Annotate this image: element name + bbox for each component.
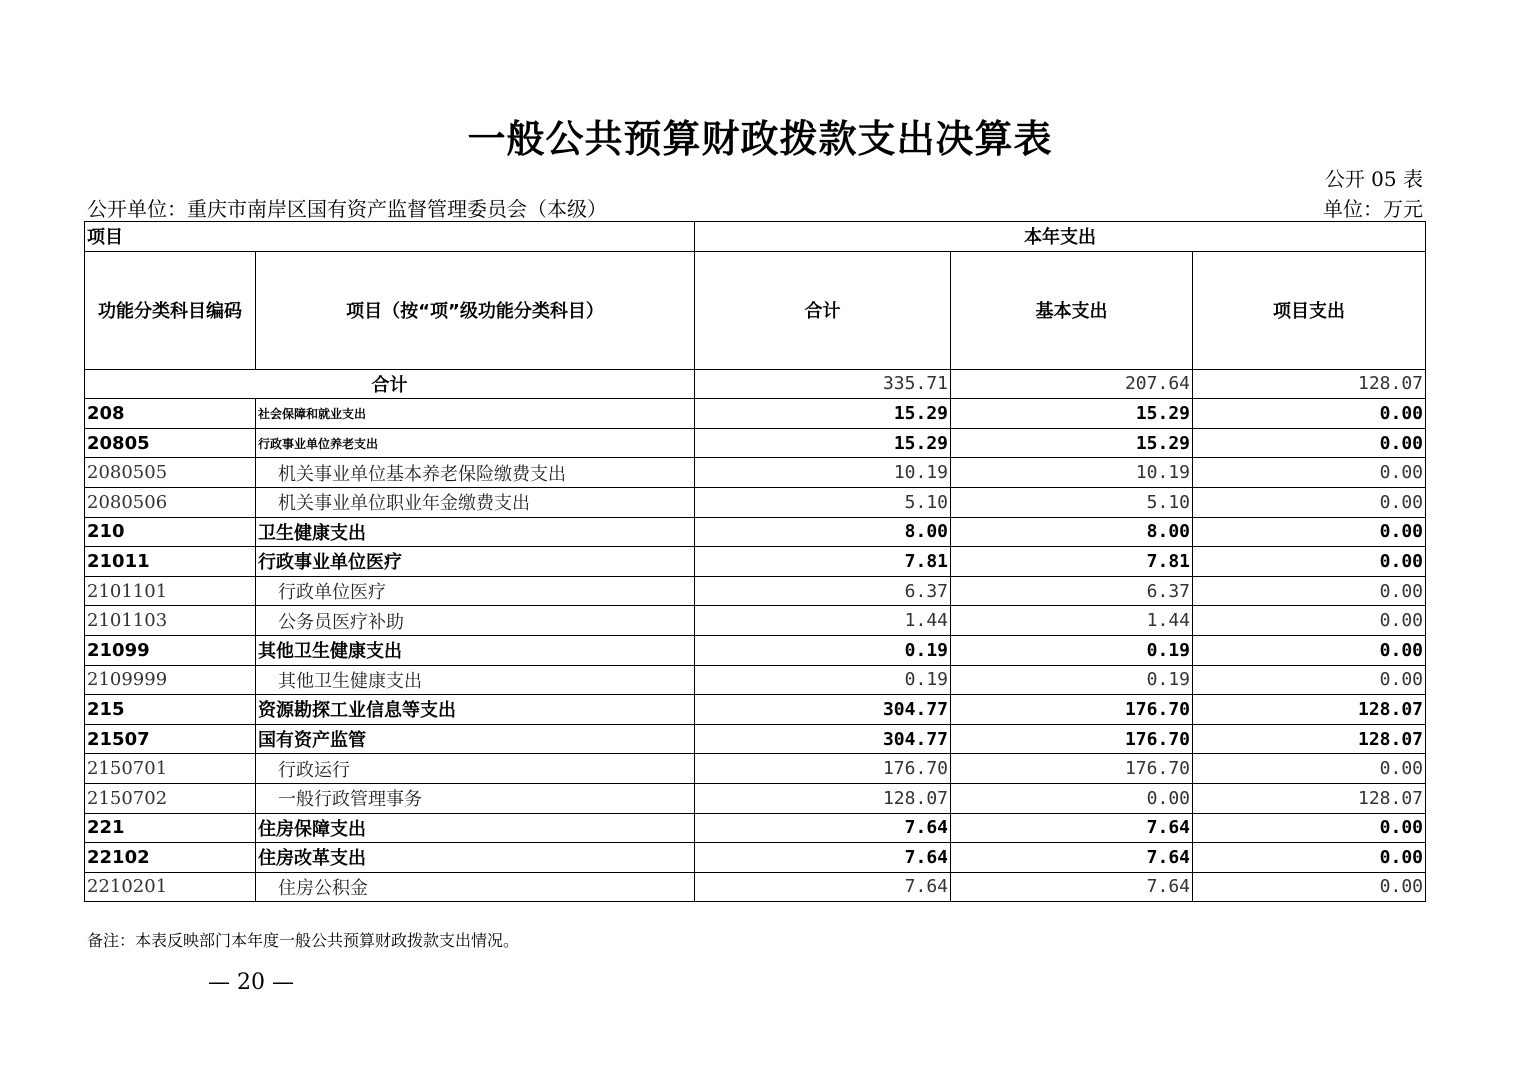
- row-basic: 0.00: [951, 783, 1193, 813]
- page-number: — 20 —: [208, 970, 294, 995]
- row-basic: 7.64: [951, 872, 1193, 902]
- row-project: 128.07: [1193, 724, 1426, 754]
- header-code: 功能分类科目编码: [85, 251, 256, 369]
- header-basic: 基本支出: [951, 251, 1193, 369]
- total-basic: 207.64: [951, 369, 1193, 399]
- row-code: 221: [85, 813, 256, 843]
- table-row: [85, 428, 1426, 458]
- row-total: 0.19: [695, 635, 951, 665]
- header-current-year: 本年支出: [695, 222, 1426, 252]
- row-total: 7.64: [695, 872, 951, 902]
- table-row: [85, 458, 1426, 488]
- row-name: 行政单位医疗: [256, 576, 695, 606]
- row-name: 行政运行: [256, 754, 695, 784]
- total-row: [85, 369, 1426, 399]
- row-code: 215: [85, 695, 256, 725]
- row-basic: 7.81: [951, 547, 1193, 577]
- row-project: 128.07: [1193, 695, 1426, 725]
- row-project: 0.00: [1193, 872, 1426, 902]
- table-row: [85, 724, 1426, 754]
- header-item: 项目: [85, 222, 695, 252]
- row-basic: 0.19: [951, 665, 1193, 695]
- row-name: 行政事业单位医疗: [256, 547, 695, 577]
- row-total: 15.29: [695, 428, 951, 458]
- row-code: 22102: [85, 843, 256, 873]
- row-code: 21099: [85, 635, 256, 665]
- row-name: 住房改革支出: [256, 843, 695, 873]
- header-total: 合计: [695, 251, 951, 369]
- row-project: 0.00: [1193, 547, 1426, 577]
- row-project: 0.00: [1193, 665, 1426, 695]
- table-row: [85, 783, 1426, 813]
- row-name: 社会保障和就业支出: [256, 399, 695, 429]
- row-name: 卫生健康支出: [256, 517, 695, 547]
- row-name: 其他卫生健康支出: [256, 665, 695, 695]
- row-total: 6.37: [695, 576, 951, 606]
- row-project: 0.00: [1193, 754, 1426, 784]
- table-row: [85, 606, 1426, 636]
- row-project: 0.00: [1193, 576, 1426, 606]
- row-basic: 5.10: [951, 487, 1193, 517]
- row-basic: 6.37: [951, 576, 1193, 606]
- table-row: [85, 872, 1426, 902]
- row-code: 21011: [85, 547, 256, 577]
- row-code: 210: [85, 517, 256, 547]
- row-total: 0.19: [695, 665, 951, 695]
- row-name: 资源勘探工业信息等支出: [256, 695, 695, 725]
- row-name: 机关事业单位基本养老保险缴费支出: [256, 458, 695, 488]
- row-name: 住房保障支出: [256, 813, 695, 843]
- row-basic: 10.19: [951, 458, 1193, 488]
- row-project: 0.00: [1193, 399, 1426, 429]
- row-total: 176.70: [695, 754, 951, 784]
- row-code: 208: [85, 399, 256, 429]
- row-name: 行政事业单位养老支出: [256, 428, 695, 458]
- row-project: 0.00: [1193, 635, 1426, 665]
- total-project: 128.07: [1193, 369, 1426, 399]
- row-code: 2101101: [85, 576, 256, 606]
- row-code: 2210201: [85, 872, 256, 902]
- row-total: 7.64: [695, 813, 951, 843]
- row-basic: 176.70: [951, 754, 1193, 784]
- row-basic: 176.70: [951, 724, 1193, 754]
- row-total: 10.19: [695, 458, 951, 488]
- row-total: 1.44: [695, 606, 951, 636]
- row-total: 8.00: [695, 517, 951, 547]
- row-total: 15.29: [695, 399, 951, 429]
- row-total: 304.77: [695, 724, 951, 754]
- header-row-2: [85, 251, 1426, 369]
- row-project: 0.00: [1193, 517, 1426, 547]
- header-row-1: [85, 222, 1426, 252]
- total-label: 合计: [85, 369, 695, 399]
- row-code: 2101103: [85, 606, 256, 636]
- row-project: 0.00: [1193, 428, 1426, 458]
- table-row: [85, 635, 1426, 665]
- table-row: [85, 576, 1426, 606]
- row-name: 国有资产监管: [256, 724, 695, 754]
- row-name: 其他卫生健康支出: [256, 635, 695, 665]
- table-row: [85, 813, 1426, 843]
- table-row: [85, 517, 1426, 547]
- row-total: 304.77: [695, 695, 951, 725]
- table-row: [85, 843, 1426, 873]
- row-basic: 15.29: [951, 428, 1193, 458]
- row-code: 2150702: [85, 783, 256, 813]
- row-basic: 7.64: [951, 813, 1193, 843]
- expenditure-table: [84, 221, 1426, 902]
- footnote: 备注：本表反映部门本年度一般公共预算财政拨款支出情况。: [87, 931, 520, 950]
- header-project: 项目支出: [1193, 251, 1426, 369]
- row-total: 5.10: [695, 487, 951, 517]
- row-code: 2109999: [85, 665, 256, 695]
- row-basic: 15.29: [951, 399, 1193, 429]
- reporting-unit: 公开单位：重庆市南岸区国有资产监督管理委员会（本级）: [87, 197, 607, 221]
- row-project: 0.00: [1193, 487, 1426, 517]
- row-total: 7.64: [695, 843, 951, 873]
- row-code: 2080506: [85, 487, 256, 517]
- row-basic: 176.70: [951, 695, 1193, 725]
- row-basic: 1.44: [951, 606, 1193, 636]
- row-project: 128.07: [1193, 783, 1426, 813]
- table-row: [85, 547, 1426, 577]
- row-total: 128.07: [695, 783, 951, 813]
- row-project: 0.00: [1193, 458, 1426, 488]
- row-code: 20805: [85, 428, 256, 458]
- row-project: 0.00: [1193, 813, 1426, 843]
- currency-unit: 单位：万元: [1323, 197, 1423, 221]
- row-project: 0.00: [1193, 843, 1426, 873]
- row-basic: 7.64: [951, 843, 1193, 873]
- row-total: 7.81: [695, 547, 951, 577]
- row-name: 一般行政管理事务: [256, 783, 695, 813]
- row-project: 0.00: [1193, 606, 1426, 636]
- table-row: [85, 665, 1426, 695]
- row-name: 公务员医疗补助: [256, 606, 695, 636]
- row-basic: 0.19: [951, 635, 1193, 665]
- table-row: [85, 487, 1426, 517]
- table-row: [85, 754, 1426, 784]
- page-title: 一般公共预算财政拨款支出决算表: [467, 117, 1053, 161]
- table-row: [85, 695, 1426, 725]
- row-code: 2150701: [85, 754, 256, 784]
- form-number: 公开 05 表: [1324, 167, 1423, 191]
- row-name: 住房公积金: [256, 872, 695, 902]
- row-code: 2080505: [85, 458, 256, 488]
- row-code: 21507: [85, 724, 256, 754]
- total-sum: 335.71: [695, 369, 951, 399]
- row-name: 机关事业单位职业年金缴费支出: [256, 487, 695, 517]
- row-basic: 8.00: [951, 517, 1193, 547]
- header-name: 项目（按“项”级功能分类科目）: [256, 251, 695, 369]
- table-row: [85, 399, 1426, 429]
